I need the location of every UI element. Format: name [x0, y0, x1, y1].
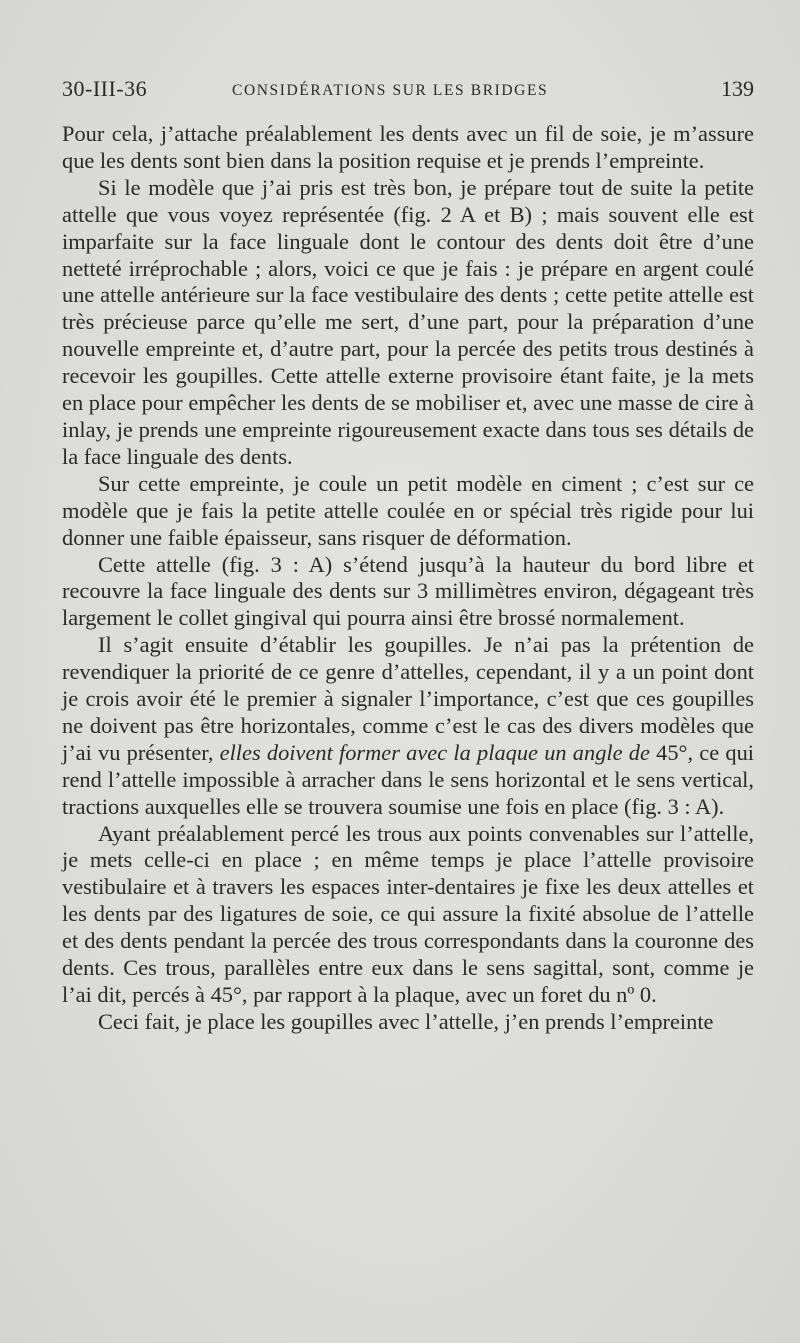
paragraph-5	[62, 632, 754, 820]
paragraph-5-italic-phrase: elles doivent former avec la plaque un angle de	[219, 739, 650, 765]
body-text	[62, 121, 754, 1036]
paragraph-3: Sur cette empreinte, je coule un petit modèle en ciment ; c’est sur ce modèle que je fais la petite attelle coulée en or spécial très rigide pour lui donner une faible épaisseur, sans risquer de déformation.	[62, 470, 754, 550]
paragraph-1: Pour cela, j’attache préalablement les dents avec un fil de soie, je m’assure que les dents sont bien dans la position requise et je prends l’empreinte.	[62, 121, 754, 173]
paragraph-5-text-start: Il s’agit ensuite d’établir les goupilles. Je n’ai pas la prétention de revendiquer la priorité de ce genre d’attelles, cependant, il y a un point dont je crois avoir été le premier à signaler l’importance, c’est que ces goupilles ne doivent pas être horizontales, comme c’est le cas des divers modèles que j’ai vu présenter,	[62, 632, 754, 765]
paragraph-6: Ayant préalablement percé les trous aux points convenables sur l’attelle, je mets celle-ci en place ; en même temps je place l’attelle provisoire vestibulaire et à travers les espaces inter-dentaires je fixe les deux attelles et les dents par des ligatures de soie, ce qui assure la fixité absolue de l’attelle et des dents pendant la percée des trous correspondants dans la couronne des dents. Ces trous, parallèles entre eux dans le sens sagittal, sont, comme je l’ai dit, percés à 45°, par rapport à la plaque, avec un foret du nº 0.	[62, 820, 754, 1007]
running-header	[62, 76, 754, 106]
page-number: 139	[721, 76, 754, 101]
paragraph-4: Cette attelle (fig. 3 : A) s’étend jusqu’à la hauteur du bord libre et recouvre la face linguale des dents sur 3 millimètres environ, dégageant très largement le collet gingival qui pourra ainsi être brossé normalement.	[62, 551, 754, 631]
paragraph-5-text-end: 45°, ce qui rend l’attelle impossible à arracher dans le sens horizontal et le sens vertical, tractions auxquelles elle se trouvera soumise une fois en place (fig. 3 : A).	[62, 739, 754, 819]
paragraph-2: Si le modèle que j’ai pris est très bon, je prépare tout de suite la petite attelle que vous voyez représentée (fig. 2 A et B) ; mais souvent elle est imparfaite sur la face linguale dont le contour des dents doit être d’une netteté irréprochable ; alors, voici ce que je fais : je prépare en argent coulé une attelle antérieure sur la face vestibulaire des dents ; cette petite attelle est très précieuse parce qu’elle me sert, d’une part, pour la préparation d’une nouvelle empreinte et, d’autre part, pour la percée des petits trous destinés à recevoir les goupilles. Cette attelle externe provisoire étant faite, je la mets en place pour empêcher les dents de se mobiliser et, avec une masse de cire à inlay, je prends une empreinte rigoureusement exacte dans tous ses détails de la face linguale des dents.	[62, 174, 754, 469]
paragraph-7: Ceci fait, je place les goupilles avec l’attelle, j’en prends l’empreinte	[98, 1008, 714, 1034]
header-title: CONSIDÉRATIONS SUR LES BRIDGES	[232, 82, 549, 99]
header-date: 30-III-36	[62, 76, 148, 101]
